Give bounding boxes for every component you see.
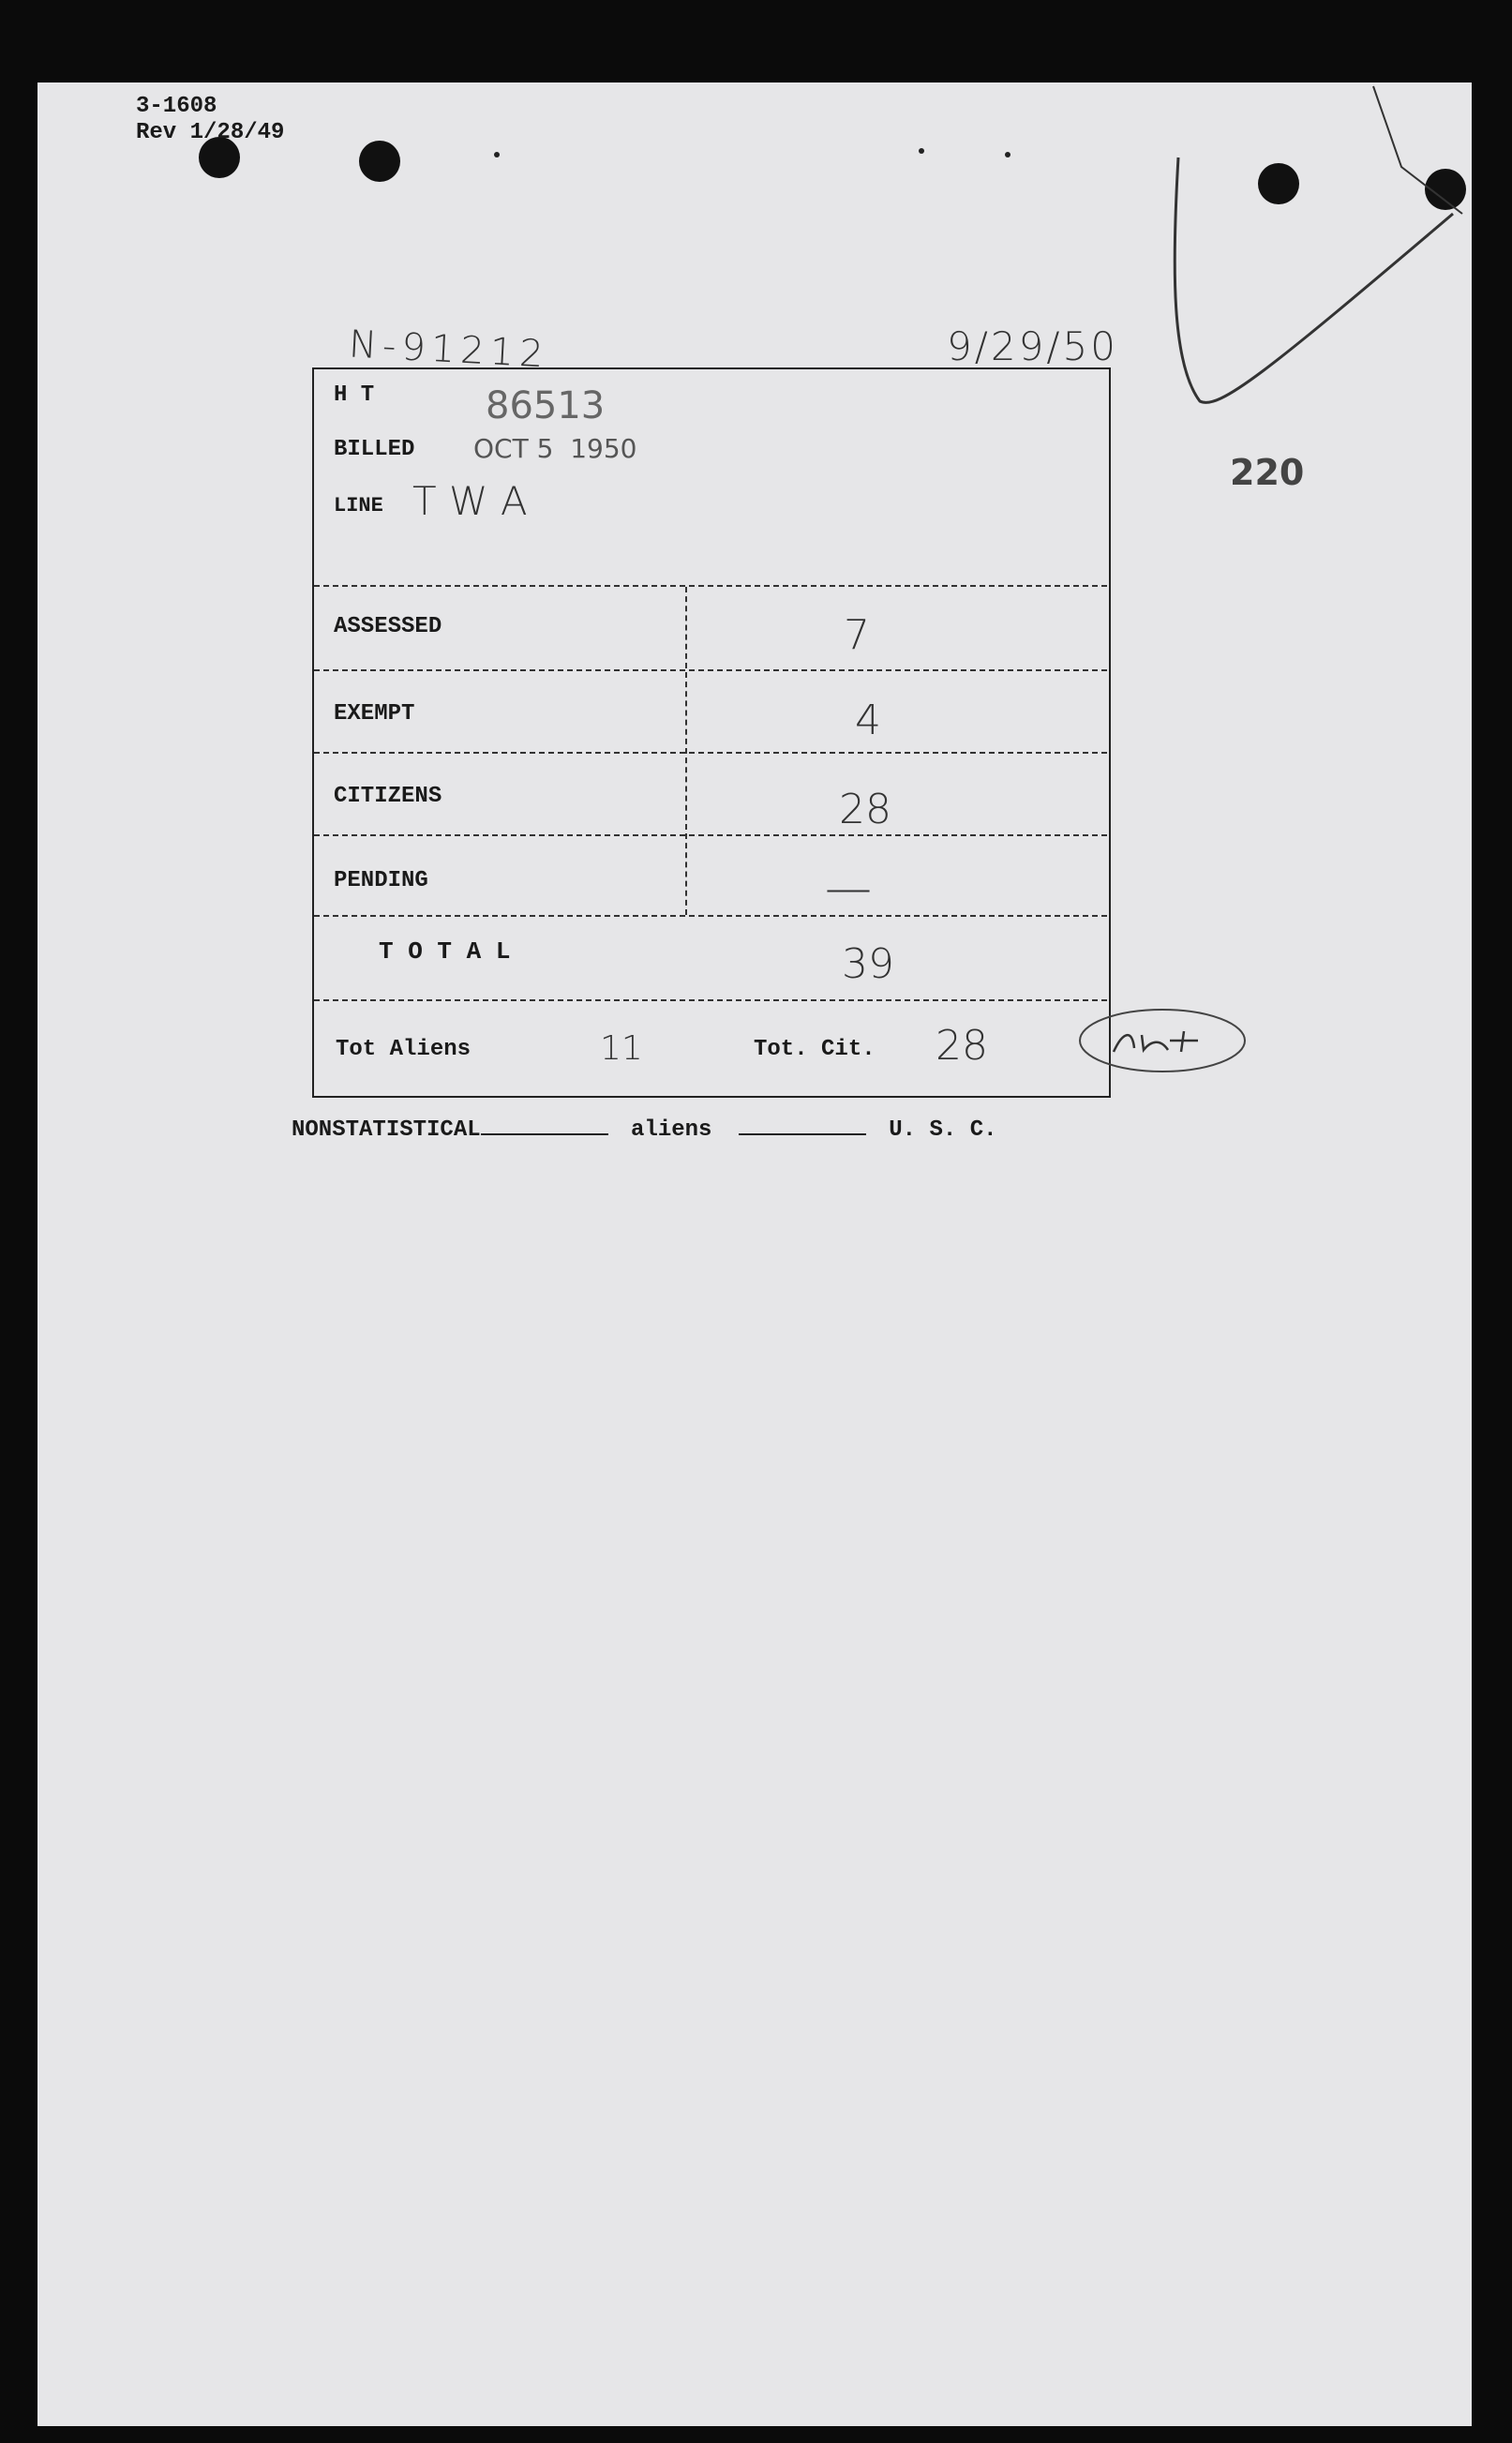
tot-cit-value: 28	[936, 1022, 988, 1070]
usc-blank	[739, 1133, 866, 1135]
handwritten-date: 9/29/50	[947, 323, 1118, 369]
form-number: 3-1608	[136, 94, 217, 119]
form-revision: Rev 1/28/49	[136, 120, 285, 145]
pending-value: —	[825, 861, 872, 915]
speck	[1005, 152, 1010, 157]
assessed-value: 7	[844, 611, 870, 659]
aliens-label: aliens	[631, 1117, 712, 1143]
exempt-label: EXEMPT	[334, 701, 415, 727]
ht-label: H T	[334, 382, 375, 408]
tot-aliens-label: Tot Aliens	[336, 1037, 472, 1062]
divider	[314, 752, 1107, 754]
billed-label: BILLED	[334, 437, 415, 462]
page-number: 220	[1230, 452, 1305, 493]
initials-signature	[1076, 1003, 1254, 1078]
total-value: 39	[842, 940, 894, 988]
corner-fold-mark	[1162, 82, 1512, 420]
citizens-label: CITIZENS	[334, 784, 442, 809]
divider	[314, 915, 1107, 917]
tot-cit-label: Tot. Cit.	[754, 1037, 876, 1062]
speck	[919, 148, 924, 154]
divider	[314, 999, 1107, 1001]
total-label: T O T A L	[379, 937, 511, 966]
divider	[314, 669, 1107, 671]
divider	[314, 834, 1107, 836]
pending-label: PENDING	[334, 868, 428, 893]
column-divider	[685, 587, 687, 915]
nonstatistical-line	[292, 1117, 997, 1143]
billed-date-stamp: OCT 5 1950	[473, 433, 637, 464]
punch-hole	[359, 141, 400, 182]
exempt-value: 4	[855, 697, 881, 744]
speck	[494, 152, 500, 157]
usc-label: U. S. C.	[889, 1117, 997, 1143]
ht-number-stamp: 86513	[486, 384, 606, 427]
assessed-label: ASSESSED	[334, 614, 442, 639]
citizens-value: 28	[839, 786, 891, 833]
tally-form-box	[312, 367, 1111, 1098]
divider	[314, 585, 1107, 587]
line-label: LINE	[334, 494, 383, 517]
nonstatistical-label: NONSTATISTICAL	[292, 1117, 481, 1143]
line-value: T W A	[412, 478, 528, 524]
tot-aliens-value: 11	[600, 1029, 643, 1068]
manifest-number: N-91212	[347, 322, 550, 377]
nonstatistical-blank	[481, 1133, 608, 1135]
